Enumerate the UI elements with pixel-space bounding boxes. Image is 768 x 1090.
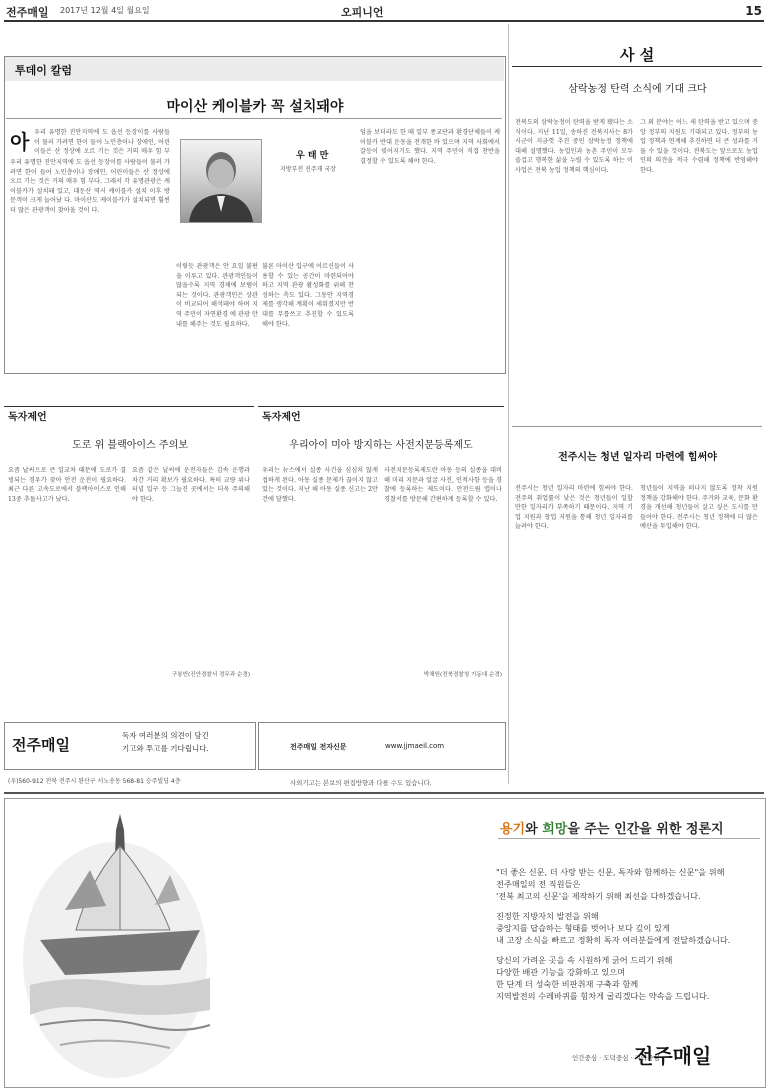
reader1-para-2: 요즘 같은 날씨에 운전자들은 감속 운행과 차간 거리 확보가 필요하다. 특히 교량 위나 터널 입구 등 그늘진 곳에서는 더욱 주의해야 한다.: [132, 467, 250, 503]
ad-brand: 전주매일: [634, 1044, 712, 1068]
ad-spacer-1: [496, 902, 762, 910]
editorial-label: 사 설: [620, 46, 655, 64]
reader1-label: 독자제언: [8, 412, 47, 423]
notice-site-url: www.jjmaeil.com: [385, 742, 445, 750]
author-name: 우 태 만: [296, 151, 329, 161]
ad-line-2: 전주매일의 전 직원들은: [496, 879, 581, 889]
ad-line-9: 당신의 가려운 곳을 속 시원하게 긁어 드리기 위해: [496, 955, 673, 965]
editorial-1-para-1: 전북도의 삼락농정이 탄력을 받게 됐다는 소식이다. 지난 11일, 송하진 전북지사는 8가 시군이 지금껏 추진 중인 삼락농정 정책에 대해 설명했다. 농업인과 농촌 주민이 모두 즐겁고 행복한 삶을 누릴 수 있도록 하는 이 사업은 전북 농업 정책의 핵심이다.: [515, 119, 633, 174]
notice-paper-name: 전주매일: [12, 736, 70, 754]
ad-slogan: 인간중심 · 도덕중심 · 지역중심: [572, 1054, 660, 1062]
author-portrait-icon: [181, 140, 261, 222]
notice-disclaimer: 사외기고는 본보의 편집방향과 다를 수도 있습니다.: [290, 779, 432, 787]
reader2-title: 우리아이 미아 방지하는 사전지문등록제도: [289, 440, 473, 451]
ad-line-1: "더 좋은 신문, 더 사랑 받는 신문, 독자와 함께하는 신문"을 위해: [496, 867, 725, 877]
reader2-label: 독자제언: [262, 412, 301, 423]
ad-illustration: [20, 810, 220, 1080]
column-para-1a: 우리 유명한 진안지역에 도 읍선 등장이를 사람들이 물러 가려면 한이 들어 노인층이나 장애인, 어린이들은 산 정상에 오르 기는 것은 거의 매우 힘 부: [34, 129, 170, 156]
header-date: 2017년 12월 4일 월요일: [60, 6, 150, 15]
editorial-title-1: 삼락농정 탄력 소식에 기대 크다: [568, 84, 707, 95]
column-title: 마이산 케이블카 꼭 설치돼야: [166, 99, 344, 115]
ad-line-3: '전북 최고의 신문'을 제작하기 위해 최선을 다하겠습니다.: [496, 891, 701, 901]
ad-top-rule: [4, 792, 764, 794]
ad-body: [496, 866, 762, 1002]
ad-line-7: 내 고장 소식을 빠르고 정확히 독자 여러분들에게 전달하겠습니다.: [496, 935, 731, 945]
editorial-title-2: 전주시는 청년 일자리 마련에 힘써야: [558, 452, 717, 463]
reader1-byline: 구봉빈(진안경찰서 경무과 순경): [171, 672, 250, 678]
editorial-separator: [512, 426, 762, 427]
header-page-number: 15: [745, 4, 762, 18]
ad-line-11: 한 단계 더 성숙한 비판취재 구축과 함께: [496, 979, 639, 989]
reader1-title: 도로 위 블랙아이스 주의보: [72, 440, 188, 451]
ad-headline-rest: 을 주는 인간을 위한 정론지: [567, 822, 724, 837]
column-para-2: 이렇듯 관광객은 안 요일 불편을 이루고 있다. 관광객인들이 많을수록 지역 경제에 보탬이 되는 것이다. 관광객인은 상관이 비교되어 해석돼야 하며 지역 주민이 자연환경 에 관광 안내를 해주는 것도 필요하다.: [176, 263, 258, 328]
ad-headline: [500, 818, 724, 837]
column-para-3: 불론 마이산 입구에 어르신들이 사용할 수 있는 공간이 마련되어야 하고 지역 관광 활성화를 위해 찬성하는 측도 있다. 그동안 지역경제를 생각해 계획이 세워졌지만 반대를 무릅쓰고 추진할 수 있도록 해야 한다.: [262, 263, 354, 328]
ad-headline-rule: [498, 838, 760, 839]
reader2-rule: [258, 406, 504, 407]
reader2-para-2: 사전지문등록제도란 아동 등의 실종을 대비해 미리 지문과 얼굴 사진, 인적사항 등을 경찰에 등록하는 제도이다. 안전드림 앱이나 경찰서를 방문해 간편하게 등록할 수 있다.: [384, 467, 502, 503]
column-para-4: 임을 보더라도 한 때 일부 종교단과 환경단체들이 케이블카 반대 운동을 전개한 바 있으며 지역 사회에서 갈등이 빚어지기도 했다. 지역 주민이 직접 찬반을 결정할 수 있도록 해야 한다.: [360, 129, 500, 165]
header-paper-name: 전주매일: [6, 6, 49, 19]
reader2-para-1: 우리는 뉴스에서 실종 사건을 심심치 않게 접하게 된다. 아동 실종 문제가 끊이지 않고 있는 것이다. 지난 해 아동 실종 신고는 2만 건에 달했다.: [262, 467, 378, 503]
reader1-rule: [4, 406, 254, 407]
editorial-1-para-2: 그 외 분야는 어느 새 탄력을 받고 있으며 중앙 정부의 지원도 기대되고 있다. 정부의 농업 정책과 연계해 추진하면 더 큰 성과를 거둘 수 있을 것이다. 전북도는 앞으로도 농업인의 의견을 적극 수렴해 정책에 반영해야 한다.: [640, 119, 758, 174]
ad-line-12: 지역발전의 수레바퀴를 힘차게 굴리겠다는 약속을 드립니다.: [496, 991, 710, 1001]
reader1-para-1: 요즘 날씨으로 큰 일교차 때문에 도로가 결빙되는 경우가 잦아 안전 운전이 필요하다. 최근 다른 고속도로에서 블랙아이스로 인해 13중 추돌사고가 났다.: [8, 467, 126, 503]
ad-headline-hope: 희망: [542, 822, 568, 837]
ad-line-10: 다양한 배관 기능을 강화하고 있으며: [496, 967, 626, 977]
editorial-2-para-2: 청년들이 지역을 떠나지 않도록 정착 지원 정책을 강화해야 한다. 주거와 교육, 문화 환경을 개선해 청년들이 살고 싶은 도시를 만들어야 한다. 전주시는 청년 정책에 더 많은 예산을 투입해야 한다.: [640, 485, 758, 531]
column-title-rule: [6, 118, 502, 119]
header-rule: [4, 20, 764, 22]
author-photo: [180, 139, 262, 223]
notice-line-1: 독자 여러분의 의견이 담긴: [122, 731, 209, 740]
notice-line-2: 기고와 투고를 기다립니다.: [122, 744, 209, 753]
column-label: 투데이 칼럼: [15, 64, 72, 77]
editorial-label-rule: [512, 66, 762, 67]
ad-headline-courage: 용기: [500, 822, 526, 837]
header-section: 오피니언: [341, 6, 384, 19]
editorial-divider: [508, 24, 509, 784]
lighthouse-ship-icon: [20, 810, 220, 1080]
ad-line-5: 진정한 지방자치 발전을 위해: [496, 911, 599, 921]
column-para-1: 우리 유명한 진안지역에 도 읍선 등장이를 사람들이 물러 가려면 한이 들어 노인층이나 장애인, 어린이들은 산 정상에 오르 기는 것은 거의 매우 힘 부다. 그래서 각 유명관광은 케이블카가 설치돼 있고, 대둔산 역시 케이블카 설치 이후 방문객이 크게 늘어났 다. 마이산도 케이블카가 설치되면 훨씬 더 많은 관광객이 찾아올 것이 다.: [10, 159, 170, 214]
editorial-2-para-1: 전주시는 청년 일자리 마련에 힘써야 한다. 전주의 취업률이 낮은 것은 청년들이 일할 만한 일자리가 부족하기 때문이다. 지역 기업 지원과 창업 지원을 통해 청년 일자리를 늘려야 한다.: [515, 485, 633, 531]
column-dropcap: 아: [10, 130, 30, 154]
ad-line-6: 중앙지를 답습하는 형태를 벗어나 보다 깊이 있게: [496, 923, 670, 933]
notice-address: (우)560-912 전북 전주시 완산구 서노송동 568-81 승주빌딩 4층: [8, 778, 181, 785]
reader2-byline: 박채원(전북경찰청 기동대 순경): [423, 672, 502, 678]
ad-headline-mid: 와: [525, 822, 543, 837]
page-header: [6, 4, 762, 18]
ad-spacer-2: [496, 946, 762, 954]
author-title: 지방부전 진주재 국장: [280, 166, 336, 173]
notice-site-label: 전주매일 전자신문: [290, 743, 347, 751]
column-label-bar: [5, 57, 504, 81]
